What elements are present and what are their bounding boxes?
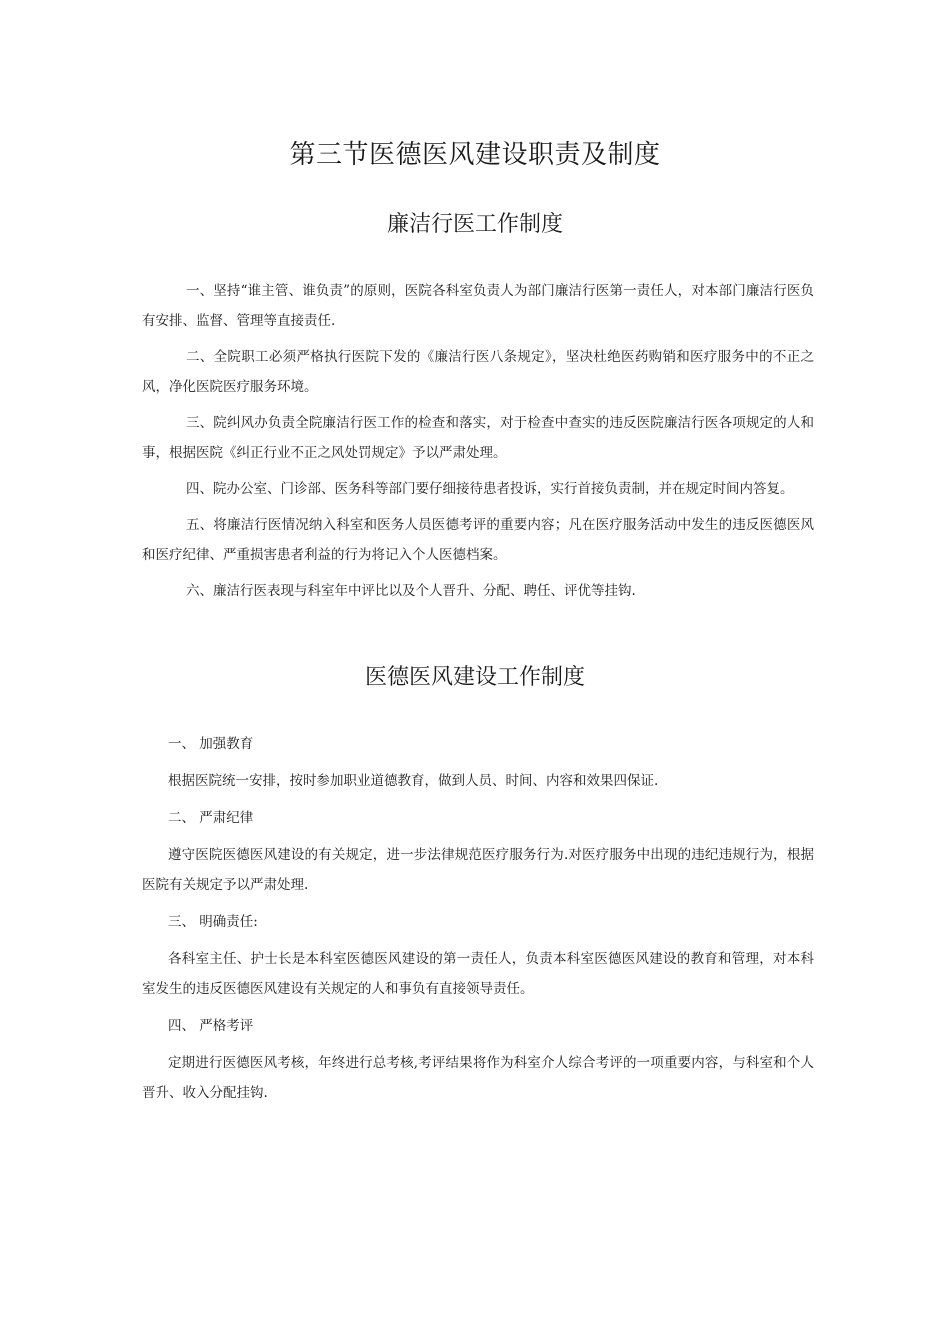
rule-paragraph: 六、廉洁行医表现与科室年中评比以及个人晋升、分配、聘任、评优等挂钩. <box>186 583 636 599</box>
item-heading: 二、 严肃纪律 <box>168 810 254 826</box>
item-body: 遵守医院医德医风建设的有关规定，进一步法律规范医疗服务行为.对医疗服务中出现的违纪违规行为，根据医院有关规定予以严肃处理. <box>142 847 814 893</box>
item-heading: 一、 加强教育 <box>168 736 254 752</box>
main-title: 第三节医德医风建设职责及制度 <box>289 140 661 170</box>
rule-paragraph: 五、将廉洁行医情况纳入科室和医务人员医德考评的重要内容；凡在医疗服务活动中发生的违反医德医风和医疗纪律、严重损害患者利益的行为将记入个人医德档案。 <box>142 517 814 563</box>
ethics-rules <box>142 729 814 1115</box>
clean-practice-rules <box>142 276 814 612</box>
item-heading: 四、 严格考评 <box>168 1018 254 1034</box>
item-body: 根据医院统一安排，按时参加职业道德教育，做到人员、时间、内容和效果四保证. <box>168 773 659 789</box>
section-title-clean-practice: 廉洁行医工作制度 <box>386 212 563 237</box>
rule-paragraph: 四、院办公室、门诊部、医务科等部门要仔细接待患者投诉，实行首接负责制，并在规定时间内答复。 <box>186 481 794 497</box>
section-title-ethics: 医德医风建设工作制度 <box>364 665 585 690</box>
item-heading: 三、 明确责任: <box>168 914 258 930</box>
item-body: 各科室主任、护士长是本科室医德医风建设的第一责任人，负责本科室医德医风建设的教育和管理，对本科室发生的违反医德医风建设有关规定的人和事负有直接领导责任。 <box>142 951 814 997</box>
rule-paragraph: 三、院纠风办负责全院廉洁行医工作的检查和落实，对于检查中查实的违反医院廉洁行医各项规定的人和事，根据医院《纠正行业不正之风处罚规定》予以严肃处理。 <box>142 415 814 461</box>
item-body: 定期进行医德医风考核，年终进行总考核,考评结果将作为科室介人综合考评的一项重要内容，与科室和个人晋升、收入分配挂钩. <box>142 1055 814 1101</box>
rule-paragraph: 一、坚持“谁主管、谁负责”的原则，医院各科室负责人为部门廉洁行医第一责任人，对本部门廉洁行医负有安排、监督、管理等直接责任. <box>142 283 814 329</box>
rule-paragraph: 二、全院职工必须严格执行医院下发的《廉洁行医八条规定》，坚决杜绝医药购销和医疗服务中的不正之风，净化医院医疗服务环境。 <box>142 349 814 395</box>
